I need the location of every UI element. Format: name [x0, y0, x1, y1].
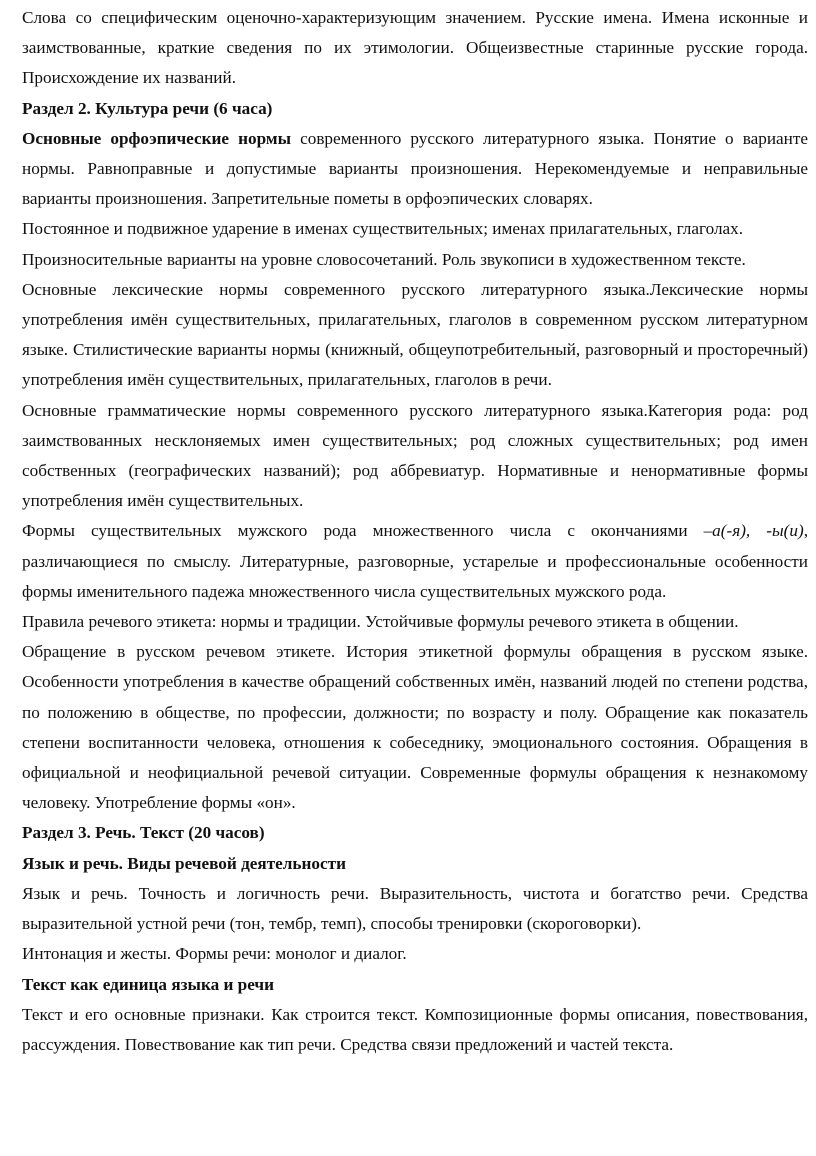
subheading-text-unit: Текст как единица языка и речи [22, 974, 275, 994]
paragraph-names-etymology: Слова со специфическим оценочно-характеризующим значением. Русские имена. Имена исконные и заимствованные, краткие сведения по их этимологии. Общеизвестные старинные русские города. Происхождение их названий. [22, 8, 808, 88]
paragraph-address-forms: Обращение в русском речевом этикете. История этикетной формулы обращения в русском языке. Особенности употребления в качестве обращений собственных имён, названий людей по степени родства, по положению в обществе, по профессии, должности; по возрасту и полу. Обращение как показатель степени воспитанности человека, отношения к собеседнику, эмоционального состояния. Обращения в официальной и неофициальной речевой ситуации. Современные формулы обращения к незнакомому человеку. Употребление формы «он». [22, 642, 808, 813]
section-2-heading: Раздел 2. Культура речи (6 часа) [22, 98, 273, 118]
paragraph-text-features: Текст и его основные признаки. Как строится текст. Композиционные формы описания, повествования, рассуждения. Повествование как тип речи. Средства связи предложений и частей текста. [22, 1004, 808, 1054]
paragraph-pronunciation-variants: Произносительные варианты на уровне словосочетаний. Роль звукописи в художественном тексте. [22, 249, 746, 269]
paragraph-stress: Постоянное и подвижное ударение в именах существительных; именах прилагательных, глаголах. [22, 219, 744, 239]
paragraph-orthoepic-norms [22, 124, 808, 215]
section-3-heading: Раздел 3. Речь. Текст (20 часов) [22, 823, 265, 843]
plural-endings: –а(-я), -ы(и) [703, 521, 804, 541]
paragraph-speech-qualities: Язык и речь. Точность и логичность речи. Выразительность, чистота и богатство речи. Средства выразительной устной речи (тон, тембр, темп), способы тренировки (скороговорки). [22, 883, 808, 934]
orthoepic-norms-term: Основные орфоэпические нормы [22, 128, 292, 148]
subheading-language-speech: Язык и речь. Виды речевой деятельности [22, 853, 346, 873]
paragraph-grammatical-norms: Основные грамматические нормы современного русского литературного языка.Категория рода: род заимствованных несклоняемых имен существительных; род сложных существительных; род имен собственных (географических названий); род аббревиатур. Нормативные и ненормативные формы употребления имён существительных. [22, 400, 808, 511]
orthoepic-norms-text: современного русского литературного языка. Понятие о варианте нормы. Равноправные и допустимые варианты произношения. Нерекомендуемые и неправильные варианты произношения. Запретительные пометы в орфоэпических словарях. [22, 128, 808, 209]
plural-forms-text: , различающиеся по смыслу. Литературные, разговорные, устарелые и профессиональные особенности формы именительного падежа множественного числа существительных мужского рода. [22, 521, 808, 601]
paragraph-speech-etiquette: Правила речевого этикета: нормы и традиции. Устойчивые формулы речевого этикета в общении. [22, 612, 739, 632]
paragraph-lexical-norms: Основные лексические нормы современного русского литературного языка.Лексические нормы употребления имён существительных, прилагательных, глаголов в современном русском литературном языке. Стилистические варианты нормы (книжный, общеупотребительный, разговорный и просторечный) употребления имён существительных, прилагательных, глаголов в речи. [22, 279, 808, 390]
plural-forms-intro: Формы существительных мужского рода множественного числа с окончаниями [22, 521, 704, 541]
paragraph-plural-forms [22, 516, 808, 607]
paragraph-intonation: Интонация и жесты. Формы речи: монолог и диалог. [22, 944, 407, 964]
